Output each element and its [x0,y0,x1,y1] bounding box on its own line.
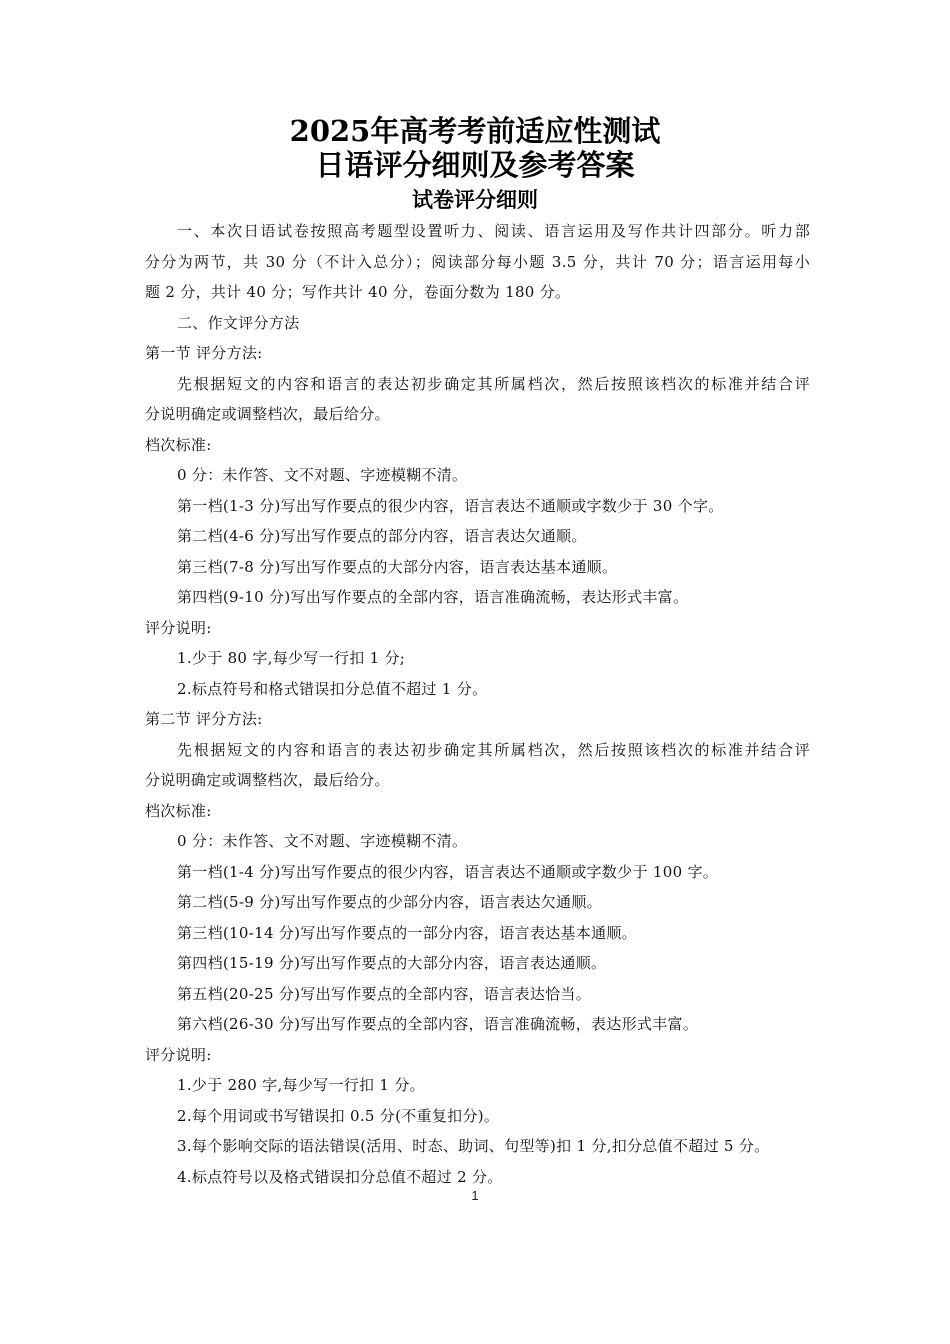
part2-level-item: 第一档(1-4 分)写出写作要点的很少内容，语言表达不通顺或字数少于 100 字。 [177,862,719,881]
part1-method-line: 分说明确定或调整档次，最后给分。 [145,405,390,423]
part2-note-item: 1.少于 280 字,每少写一行扣 1 分。 [177,1076,425,1094]
part1-level-item: 第四档(9-10 分)写出写作要点的全部内容，语言准确流畅，表达形式丰富。 [177,588,689,606]
part2-notes-heading: 评分说明: [145,1045,212,1064]
document-title-line2: 日语评分细则及参考答案 [315,148,635,182]
part2-level-item: 第四档(15-19 分)写出写作要点的大部分内容，语言表达通顺。 [177,954,607,972]
part1-heading: 第一节 评分方法: [145,344,263,362]
intro-paragraph-line: 题 2 分，共计 40 分；写作共计 40 分，卷面分数为 180 分。 [145,283,571,301]
page-number: 1 [471,1188,479,1203]
part2-note-item: 4.标点符号以及格式错误扣分总值不超过 2 分。 [177,1167,503,1186]
part1-notes-heading: 评分说明: [145,618,212,637]
intro-paragraph-line: 一、本次日语试卷按照高考题型设置听力、阅读、语言运用及写作共计四部分。听力部 [177,222,810,240]
part2-level-item: 第二档(5-9 分)写出写作要点的少部分内容，语言表达欠通顺。 [177,893,602,911]
part1-levels-heading: 档次标准: [145,435,212,454]
part2-level-item: 0 分：未作答、文不对题、字迹模糊不清。 [177,832,468,850]
part1-method-line: 先根据短文的内容和语言的表达初步确定其所属档次，然后按照该档次的标准并结合评 [177,374,810,393]
document-title-line1: 2025年高考考前适应性测试 [289,114,661,148]
part2-levels-heading: 档次标准: [145,801,212,820]
part1-note-item: 1.少于 80 字,每少写一行扣 1 分; [177,649,406,667]
part2-note-item: 2.每个用词或书写错误扣 0.5 分(不重复扣分)。 [177,1106,500,1125]
part2-level-item: 第五档(20-25 分)写出写作要点的全部内容，语言表达恰当。 [177,984,592,1003]
document-body [145,216,810,1192]
part2-method-line: 先根据短文的内容和语言的表达初步确定其所属档次，然后按照该档次的标准并结合评 [177,740,810,759]
part1-level-item: 第二档(4-6 分)写出写作要点的部分内容，语言表达欠通顺。 [177,527,587,545]
part2-heading: 第二节 评分方法: [145,710,263,728]
part2-level-item: 第六档(26-30 分)写出写作要点的全部内容，语言准确流畅，表达形式丰富。 [177,1015,699,1033]
part1-level-item: 0 分：未作答、文不对题、字迹模糊不清。 [177,466,468,484]
part1-note-item: 2.标点符号和格式错误扣分总值不超过 1 分。 [177,679,488,698]
section-heading-essay-scoring: 二、作文评分方法 [177,313,300,332]
part1-level-item: 第三档(7-8 分)写出写作要点的大部分内容，语言表达基本通顺。 [177,557,618,576]
intro-paragraph-line: 分分为两节，共 30 分（不计入总分）；阅读部分每小题 3.5 分，共计 70 分；语言运用每小 [145,252,810,271]
part2-method-line: 分说明确定或调整档次，最后给分。 [145,771,390,789]
part2-level-item: 第三档(10-14 分)写出写作要点的一部分内容，语言表达基本通顺。 [177,923,637,942]
document-subtitle: 试卷评分细则 [412,187,538,212]
part1-level-item: 第一档(1-3 分)写出写作要点的很少内容，语言表达不通顺或字数少于 30 个字。 [177,496,724,515]
part2-note-item: 3.每个影响交际的语法错误(活用、时态、助词、句型等)扣 1 分,扣分总值不超过 5 分。 [177,1137,770,1155]
